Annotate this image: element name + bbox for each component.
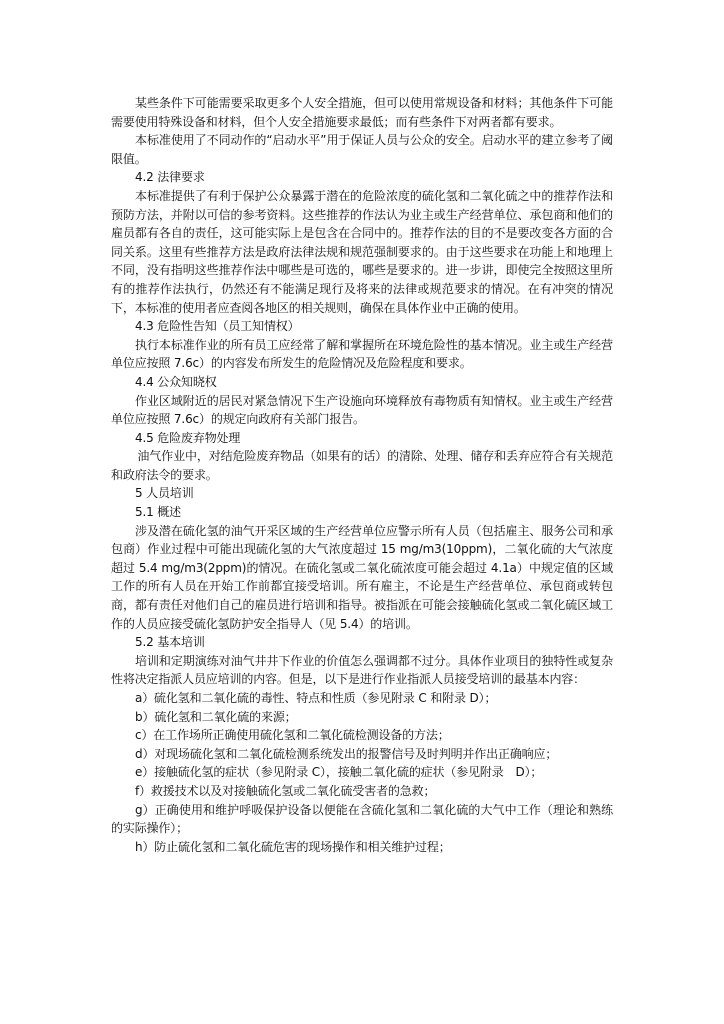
- heading-4-5: 4.5 危险废弃物处理: [135, 430, 241, 445]
- list-item-h: h）防止硫化氢和二氧化硫危害的现场操作和相关维护过程；: [135, 839, 451, 854]
- document-body: [111, 94, 613, 856]
- list-item-e: e）接触硫化氢的症状（参见附录 C），接触二氧化硫的症状（参见附录 D）；: [135, 765, 543, 780]
- paragraph-hazard-notice: 执行本标准作业的所有员工应经常了解和掌握所在环境危险性的基本情况。业主或生产经营单位应按照 7.6c）的内容发布所发生的危险情况及危险程度和要求。: [111, 337, 613, 371]
- list-item-b: b）硫化氢和二氧化硫的来源；: [135, 709, 297, 724]
- heading-5-2: 5.2 基本培训: [135, 635, 205, 650]
- list-item-c: c）在工作场所正确使用硫化氢和二氧化硫检测设备的方法；: [135, 728, 450, 743]
- list-item-d: d）对现场硫化氢和二氧化硫检测系统发出的报警信号及时判明并作出正确响应；: [135, 746, 558, 761]
- paragraph-conditions: 某些条件下可能需要采取更多个人安全措施，但可以使用常规设备和材料；其他条件下可能需要使用特殊设备和材料，但个人安全措施要求最低；而有些条件下对两者都有要求。: [111, 96, 613, 129]
- list-item-a: a）硫化氢和二氧化硫的毒性、特点和性质（参见附录 C 和附录 D）；: [135, 691, 497, 705]
- paragraph-action-level: 本标准使用了不同动作的“启动水平”用于保证人员与公众的安全。启动水平的建立参考了阈限值。: [111, 133, 613, 166]
- heading-5: 5 人员培训: [135, 486, 194, 501]
- paragraph-basic-training: 培训和定期演练对油气井井下作业的价值怎么强调都不过分。具体作业项目的独特性或复杂性将决定指派人员应培训的内容。但是，以下是进行作业指派人员接受培训的最基本内容：: [111, 653, 613, 687]
- heading-5-1: 5.1 概述: [135, 505, 181, 520]
- list-item-f: f）救援技术以及对接触硫化氢或二氧化硫受害者的急救；: [135, 783, 436, 798]
- paragraph-waste-disposal: 油气作业中，对结危险废弃物品（如果有的话）的清除、处理、储存和丢弃应符合有关规范和政府法令的要求。: [111, 449, 613, 482]
- list-item-g: g）正确使用和维护呼吸保护设备以便能在含硫化氢和二氧化硫的大气中工作（理论和熟练的实际操作）；: [111, 802, 613, 836]
- heading-4-4: 4.4 公众知晓权: [135, 374, 217, 389]
- heading-4-2: 4.2 法律要求: [135, 170, 205, 185]
- paragraph-legal-requirements: 本标准提供了有利于保护公众暴露于潜在的危险浓度的硫化氢和二氧化硫之中的推荐作法和预防方法，并附以可信的参考资料。这些推荐的作法认为业主或生产经营单位、承包商和他们的雇员都有各自的责任，这可能实际上是包含在合同中的。推荐作法的目的不是要改变各方面的合同关系。这里有些推荐方法是政府法律法规和规范强制要求的。由于这些要求在功能上和地理上不同，没有指明这些推荐作法中哪些是可选的，哪些是要求的。进一步讲，即使完全按照这里所有的推荐作法执行，仍然还有不能满足现行及将来的法律或规范要求的情况。在有冲突的情况下，本标准的使用者应查阅各地区的相关规则，确保在具体作业中正确的使用。: [111, 188, 613, 315]
- paragraph-public-right: 作业区域附近的居民对紧急情况下生产设施向环境释放有毒物质有知情权。业主或生产经营单位应按照 7.6c）的规定向政府有关部门报告。: [111, 393, 613, 427]
- paragraph-overview: 涉及潜在硫化氢的油气开采区域的生产经营单位应警示所有人员（包括雇主、服务公司和承包商）作业过程中可能出现硫化氢的大气浓度超过 15 mg/m3(10ppm)，二氧化硫的大气浓度超过 5.4 mg/m3(2ppm)的情况。在硫化氢或二氧化硫浓度可能会超过 4.1a）中规定值的区域工作的所有人员在开始工作前都宜接受培训。所有雇主，不论是生产经营单位、承包商或转包商，都有责任对他们自己的雇员进行培训和指导。被指派在可能会接触硫化氢或二氧化硫区域工作的人员应接受硫化氢防护安全指导人（见 5.4）的培训。: [111, 523, 613, 631]
- heading-4-3: 4.3 危险性告知（员工知情权）: [135, 319, 300, 334]
